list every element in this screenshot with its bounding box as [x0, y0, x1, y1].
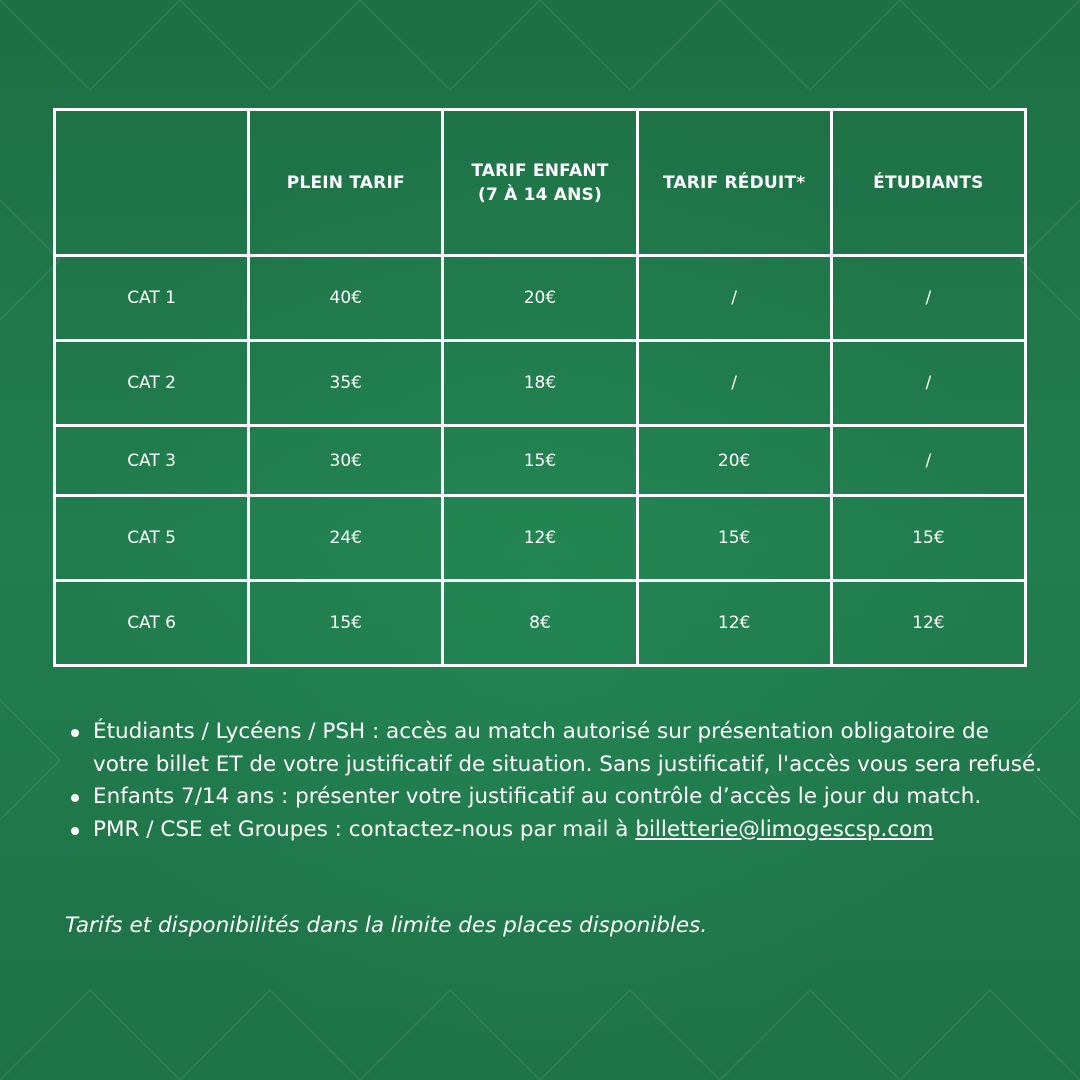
price-cell: 15€	[637, 496, 831, 581]
price-cell: /	[831, 256, 1025, 341]
price-cell: 8€	[443, 581, 637, 666]
price-cell: /	[637, 341, 831, 426]
price-cell: 40€	[249, 256, 443, 341]
price-cell: /	[831, 341, 1025, 426]
row-category: CAT 5	[55, 496, 249, 581]
table-row	[55, 496, 1026, 581]
price-cell: 18€	[443, 341, 637, 426]
note-students	[93, 716, 1043, 781]
price-cell: 15€	[249, 581, 443, 666]
row-category: CAT 6	[55, 581, 249, 666]
header-tarif-enfant	[443, 110, 637, 256]
table-header-row	[55, 110, 1026, 256]
note-groups	[93, 814, 1043, 847]
header-tarif-enfant-line1: TARIF ENFANT	[471, 160, 609, 181]
note-children-text: Enfants 7/14 ans : présenter votre justificatif au contrôle d’accès le jour du match.	[93, 784, 982, 809]
header-tarif-reduit: TARIF RÉDUIT*	[637, 110, 831, 256]
header-etudiants: ÉTUDIANTS	[831, 110, 1025, 256]
table-row	[55, 581, 1026, 666]
price-cell: 12€	[443, 496, 637, 581]
price-cell: 20€	[443, 256, 637, 341]
email-link[interactable]: billetterie@limogescsp.com	[635, 816, 934, 842]
price-cell: 30€	[249, 426, 443, 496]
note-students-text: Étudiants / Lycéens / PSH : accès au match autorisé sur présentation obligatoire de votre billet ET de votre justificatif de situation. Sans justificatif, l'accès vous sera refusé.	[93, 719, 1043, 777]
price-table	[53, 108, 1027, 667]
table-row	[55, 341, 1026, 426]
bullet-icon	[71, 827, 79, 835]
row-category: CAT 3	[55, 426, 249, 496]
row-category: CAT 1	[55, 256, 249, 341]
price-cell: 12€	[831, 581, 1025, 666]
row-category: CAT 2	[55, 341, 249, 426]
footnote: Tarifs et disponibilités dans la limite des places disponibles.	[65, 913, 708, 938]
header-empty	[55, 110, 249, 256]
price-cell: 35€	[249, 341, 443, 426]
price-cell: /	[831, 426, 1025, 496]
price-cell: 24€	[249, 496, 443, 581]
note-groups-text: PMR / CSE et Groupes : contactez-nous par mail à	[93, 816, 636, 842]
price-cell: /	[637, 256, 831, 341]
header-plein-tarif: PLEIN TARIF	[249, 110, 443, 256]
price-cell: 15€	[831, 496, 1025, 581]
notes-list	[63, 716, 1043, 846]
price-cell: 12€	[637, 581, 831, 666]
note-children	[93, 781, 1043, 814]
bullet-icon	[71, 729, 79, 737]
table-row	[55, 256, 1026, 341]
header-tarif-enfant-line2: (7 À 14 ANS)	[477, 184, 602, 205]
table-row	[55, 426, 1026, 496]
bullet-icon	[71, 794, 79, 802]
price-cell: 15€	[443, 426, 637, 496]
notes-section	[63, 716, 1043, 846]
price-cell: 20€	[637, 426, 831, 496]
